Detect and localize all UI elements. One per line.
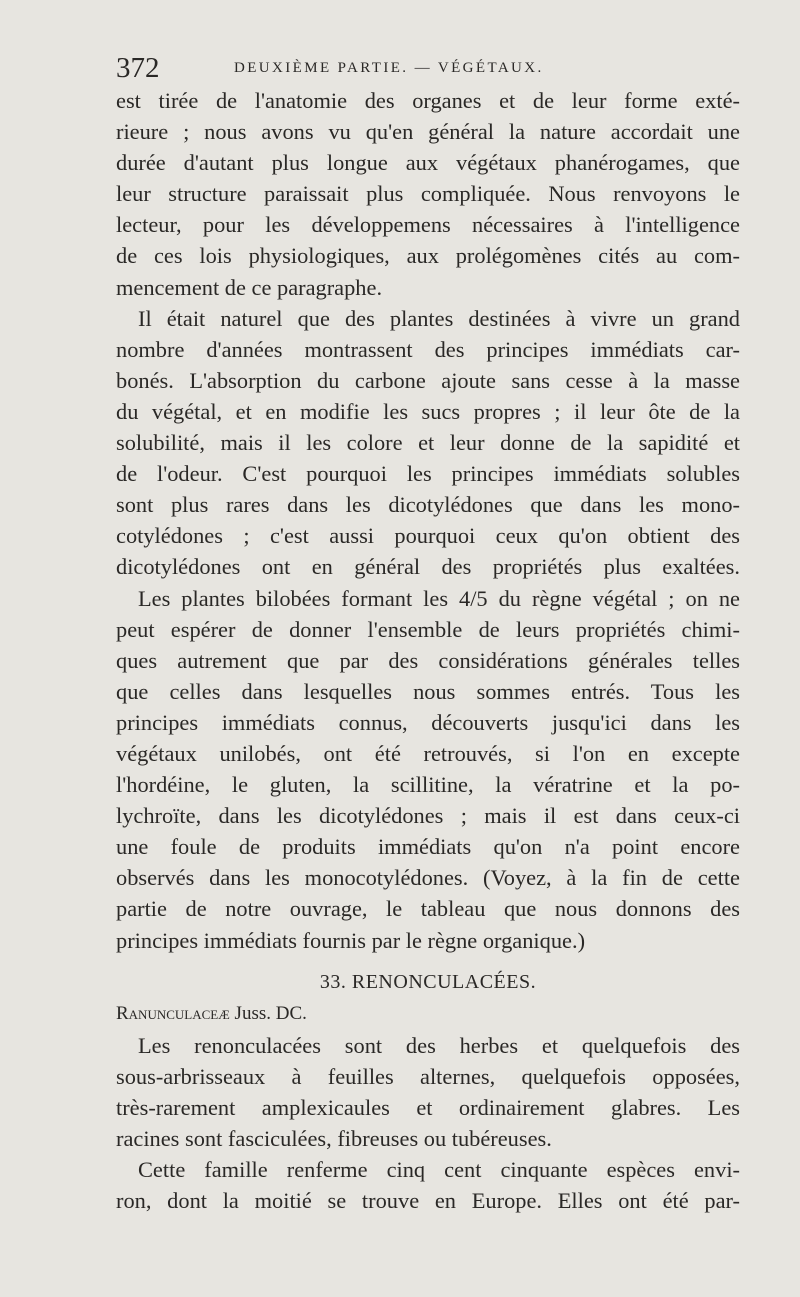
text-line: dicotylédones ont en général des propriétés plus exaltées.: [116, 554, 740, 580]
text-line: partie de notre ouvrage, le tableau que nous donnons des: [116, 896, 740, 922]
text-line: mencement de ce paragraphe.: [116, 274, 383, 300]
text-line: que celles dans lesquelles nous sommes entrés. Tous les: [116, 678, 740, 704]
text-line: principes immédiats fournis par le règne organique.): [116, 927, 586, 953]
body-text: [116, 85, 740, 1216]
text-line: peut espérer de donner l'ensemble de leurs propriétés chimi-: [116, 616, 740, 642]
text-line: l'hordéine, le gluten, la scillitine, la vératrine et la po-: [116, 772, 740, 798]
text-line: racines sont fasciculées, fibreuses ou tubéreuses.: [116, 1125, 552, 1151]
paragraph: [116, 303, 740, 583]
text-line: très-rarement amplexicaules et ordinairement glabres. Les: [116, 1094, 740, 1120]
text-line: ron, dont la moitié se trouve en Europe. Elles ont été par-: [116, 1188, 740, 1214]
text-line: nombre d'années montrassent des principes immédiats car-: [116, 336, 740, 362]
text-line: sous-arbrisseaux à feuilles alternes, quelquefois opposées,: [116, 1063, 740, 1089]
text-line: bonés. L'absorption du carbone ajoute sans cesse à la masse: [116, 367, 740, 393]
running-title: DEUXIÈME PARTIE. — VÉGÉTAUX.: [234, 60, 544, 76]
text-line: solubilité, mais il les colore et leur donne de la sapidité et: [116, 430, 740, 456]
text-line: cotylédones ; c'est aussi pourquoi ceux qu'on obtient des: [116, 523, 740, 549]
paragraph: [116, 1154, 740, 1216]
text-line: du végétal, et en modifie les sucs propres ; il leur ôte de la: [116, 398, 740, 424]
text-line: sont plus rares dans les dicotylédones que dans les mono-: [116, 492, 740, 518]
page-header: [116, 48, 746, 88]
text-line: est tirée de l'anatomie des organes et de leur forme exté-: [116, 88, 740, 113]
text-line: de l'odeur. C'est pourquoi les principes immédiats solubles: [116, 461, 740, 487]
family-authors: Juss. DC.: [234, 1002, 307, 1024]
family-name: Ranunculaceæ: [116, 1002, 230, 1024]
text-line: de ces lois physiologiques, aux prolégomènes cités au com-: [116, 243, 740, 269]
paragraph: [116, 1030, 740, 1154]
text-line: Cette famille renferme cinq cent cinquante espèces envi-: [138, 1157, 740, 1182]
text-line: Les renonculacées sont des herbes et quelquefois des: [138, 1032, 740, 1058]
text-line: leur structure paraissait plus compliquée. Nous renvoyons le: [116, 181, 740, 207]
section-heading: 33. RENONCULACÉES.: [319, 970, 537, 993]
text-line: lecteur, pour les développemens nécessaires à l'intelligence: [116, 212, 740, 238]
text-line: ques autrement que par des considérations générales telles: [116, 647, 740, 673]
text-line: principes immédiats connus, découverts jusqu'ici dans les: [116, 709, 740, 735]
paragraph: [116, 583, 740, 956]
text-line: Les plantes bilobées formant les 4/5 du règne végétal ; on ne: [138, 585, 740, 611]
text-line: Il était naturel que des plantes destinées à vivre un grand: [138, 305, 740, 331]
page-number: 372: [116, 52, 160, 84]
family-line: [116, 1000, 740, 1028]
paragraph: [116, 85, 740, 303]
text-line: lychroïte, dans les dicotylédones ; mais il est dans ceux-ci: [116, 803, 740, 829]
text-line: rieure ; nous avons vu qu'en général la nature accordait une: [116, 119, 740, 145]
text-line: durée d'autant plus longue aux végétaux phanérogames, que: [116, 150, 740, 176]
text-line: une foule de produits immédiats qu'on n'a point encore: [116, 834, 740, 860]
text-line: observés dans les monocotylédones. (Voyez, à la fin de cette: [116, 865, 740, 891]
text-line: végétaux unilobés, ont été retrouvés, si l'on en excepte: [116, 740, 740, 766]
